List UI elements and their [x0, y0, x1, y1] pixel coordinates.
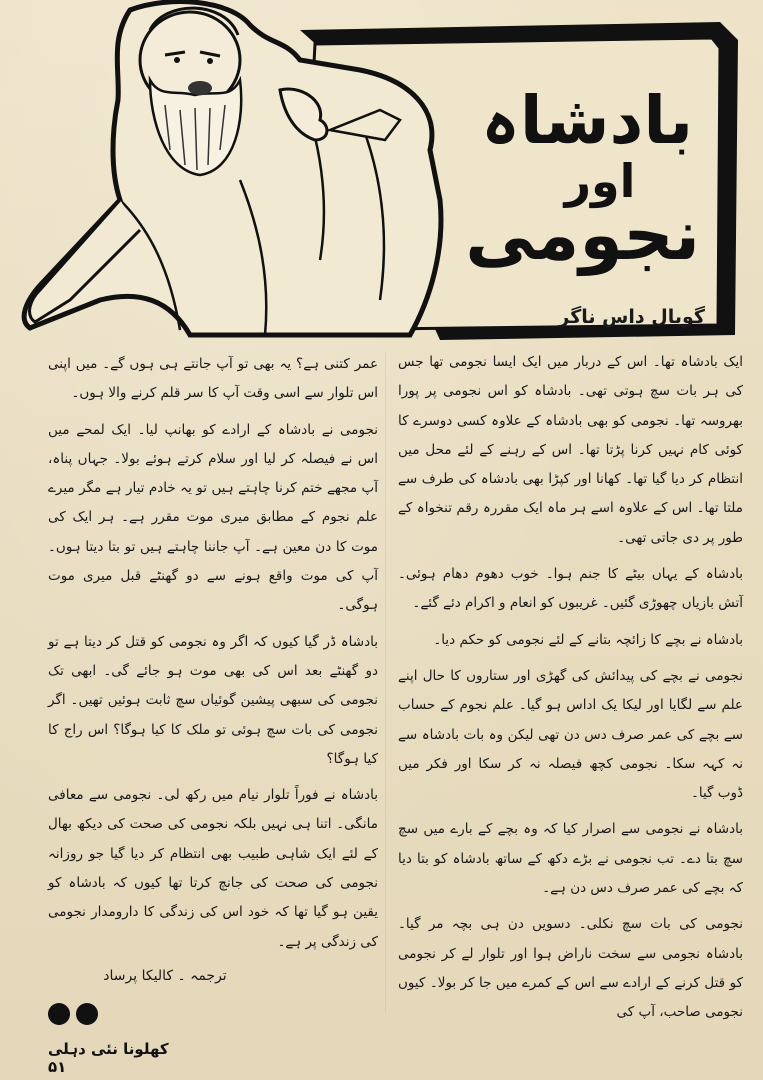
paragraph: نجومی نے بچے کی پیدائش کی گھڑی اور ستاروں کا حال اپنے علم سے لگایا اور لیکا یک اداس ہو گیا۔ علم نجوم کے حساب سے بچے کی عمر صرف دس دن تھی لیکن وہ بات بادشاہ سے نہ کہہ سکا۔ نجومی کچھ فیصلہ نہ کر سکا اور فکر میں ڈوب گیا۔: [398, 667, 743, 802]
paragraph: نجومی کی بات سچ نکلی۔ دسویں دن ہی بچہ مر گیا۔ بادشاہ نجومی سے سخت ناراض ہوا اور تلوار لے کر نجومی کو قتل کرنے کے ارادے سے اس کے کمرے میں جا کر بولا۔ کیوں نجومی صاحب، آپ کی: [398, 916, 743, 1021]
story-column-left: [48, 350, 378, 964]
paragraph: بادشاہ کے یہاں بیٹے کا جنم ہوا۔ خوب دھوم دھام ہوئی۔ آتش بازیاں چھوڑی گئیں۔ غریبوں کو انعام و اکرام دئے گئے۔: [398, 566, 743, 612]
dot-icon: [48, 1003, 70, 1025]
end-marker-dots: [48, 1003, 104, 1029]
story-column-right: [398, 348, 743, 1035]
paragraph: بادشاہ نے فوراً تلوار نیام میں رکھ لی۔ نجومی سے معافی مانگی۔ اتنا ہی نہیں بلکہ نجومی کی صحت کی دیکھ بھال کے لئے ایک شاہی طبیب بھی انتظام کر دیا گیا جو روزانہ نجومی کی صحت کی جانچ کرتا تھا کیوں کہ بادشاہ کو یقین ہو گیا تھا کہ خود اس کی زندگی کا دارومدار نجومی کی زندگی پر ہے۔: [48, 787, 378, 950]
paragraph: ایک بادشاہ تھا۔ اس کے دربار میں ایک ایسا نجومی تھا جس کی ہر بات سچ ہوتی تھی۔ بادشاہ کو اس نجومی پر پورا بھروسہ تھا۔ نجومی کو بھی بادشاہ کے علاوہ کسی دوسرے کا کوئی کام نہیں کرنا پڑتا تھا۔ اس کے رہنے کے لئے محل میں انتظام کر دیا گیا تھا۔ کھانا اور کپڑا بھی بادشاہ کی طرف سے ملتا تھا۔ اس کے علاوہ اسے ہر ماہ ایک مقررہ رقم تنخواہ کے طور پر دی جاتی تھی۔: [398, 354, 743, 546]
paragraph: بادشاہ ڈر گیا کیوں کہ اگر وہ نجومی کو قتل کر دیتا ہے تو دو گھنٹے بعد اس کی بھی موت ہو جائے گی۔ ابھی تک نجومی کی سبھی پیشین گوئیاں سچ ثابت ہوئیں تھیں۔ اگر نجومی کی بات سچ ہوئی تو ملک کا کیا ہوگا؟ اس راج کا کیا ہوگا؟: [48, 633, 378, 767]
translator-credit: ترجمہ ۔ کالیکا پرساد: [103, 968, 227, 984]
paragraph: عمر کتنی ہے؟ یہ بھی تو آپ جانتے ہی ہوں گے۔ میں اپنی اس تلوار سے اسی وقت آپ کا سر قلم کرنے والا ہوں۔: [48, 356, 378, 402]
dot-icon: [76, 1003, 98, 1025]
author-name: گوپال داس ناگر: [558, 306, 705, 328]
title-line-1: بادشاہ: [481, 82, 693, 159]
paragraph: نجومی نے بادشاہ کے ارادے کو بھانپ لیا۔ ایک لمحے میں اس نے فیصلہ کر لیا اور سلام کرتے ہوئے بولا۔ جہاں پناہ، آپ مجھے ختم کرنا چاہتے ہیں تو یہ خادم تیار ہے مگر میرے علم نجوم کے مطابق میری موت مقرر ہے۔ ہر ایک کی موت کا دن معین ہے۔ آپ جاننا چاہتے ہیں تو بتا دیتا ہوں۔ آپ کی موت واقع ہونے سے دو گھنٹے قبل میری موت ہوگی۔: [48, 421, 378, 614]
story-header: [0, 0, 763, 345]
page-footer: کھلونا نئی دہلی ۵۱: [48, 1040, 169, 1076]
title-line-3: نجومی: [465, 194, 700, 276]
column-divider: [385, 352, 386, 1012]
paragraph: بادشاہ نے نجومی سے اصرار کیا کہ وہ بچے کے بارے میں سچ سچ بتا دے۔ تب نجومی نے بڑے دکھ کے ساتھ بادشاہ کو بتا دیا کہ بچے کی عمر صرف دس دن ہے۔: [398, 821, 743, 897]
paragraph: بادشاہ نے بچے کا زائچہ بتانے کے لئے نجومی کو حکم دیا۔: [433, 631, 743, 648]
title-line-2: اور: [564, 154, 636, 208]
